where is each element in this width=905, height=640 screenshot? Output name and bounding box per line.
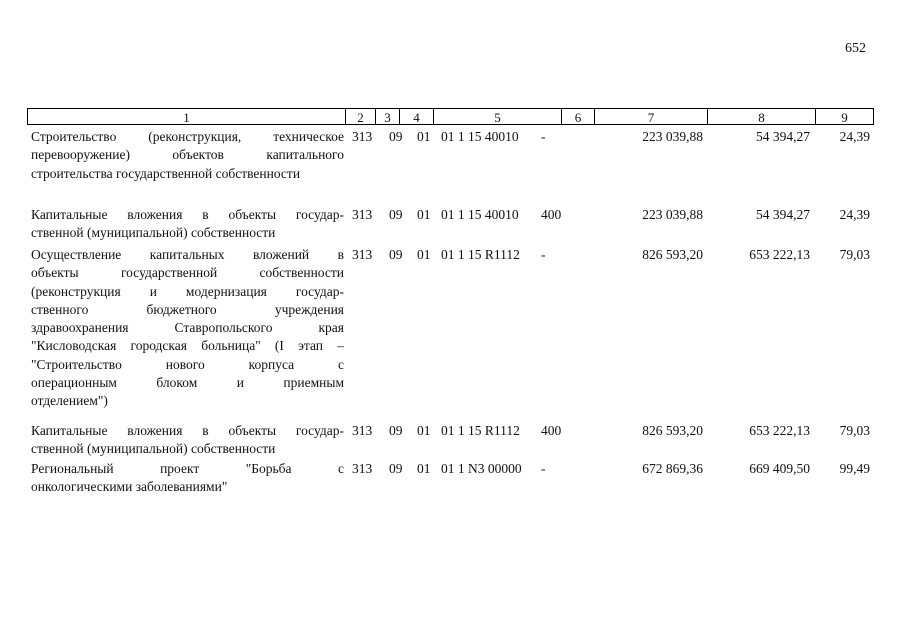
cell-col-5: 01 1 15 40010 <box>441 129 519 144</box>
cell-col-6: - <box>541 129 546 144</box>
row-name-line: "Строительство нового корпуса с <box>31 356 344 372</box>
cell-col-6: - <box>541 461 546 476</box>
cell-col-7: 826 593,20 <box>642 247 703 262</box>
cell-col-8: 653 222,13 <box>749 247 810 262</box>
row-name-line: Строительство (реконструкция, техническое <box>31 129 344 144</box>
header-col-8: 8 <box>708 108 816 125</box>
row-name-line: отделением") <box>31 393 108 409</box>
cell-col-7: 223 039,88 <box>642 129 703 144</box>
cell-col-2: 313 <box>352 247 373 262</box>
cell-col-5: 01 1 N3 00000 <box>441 461 522 476</box>
header-col-1: 1 <box>27 108 346 125</box>
row-name-line: "Кисловодская городская больница" (I этап – <box>31 338 344 354</box>
cell-col-4: 01 <box>417 423 431 438</box>
cell-col-4: 01 <box>417 207 431 222</box>
cell-col-3: 09 <box>389 423 403 438</box>
row-name-line: Капитальные вложения в объекты государ- <box>31 207 344 222</box>
row-name <box>31 246 344 411</box>
cell-col-7: 223 039,88 <box>642 207 703 222</box>
row-name <box>31 206 344 243</box>
row-name <box>31 460 344 497</box>
row-name-line: Осуществление капитальных вложений в <box>31 247 344 262</box>
cell-col-9: 24,39 <box>839 207 870 222</box>
row-name <box>31 128 344 183</box>
cell-col-8: 669 409,50 <box>749 461 810 476</box>
row-name-line: строительства государственной собственности <box>31 165 301 181</box>
cell-col-6: 400 <box>541 423 562 438</box>
cell-col-9: 24,39 <box>839 129 870 144</box>
cell-col-3: 09 <box>389 207 403 222</box>
row-name-line: Капитальные вложения в объекты государ- <box>31 423 344 438</box>
cell-col-2: 313 <box>352 129 373 144</box>
row-name-line: перевооружение) объектов капитального <box>31 147 344 163</box>
cell-col-4: 01 <box>417 129 431 144</box>
cell-col-3: 09 <box>389 461 403 476</box>
cell-col-5: 01 1 15 R1112 <box>441 247 520 262</box>
cell-col-2: 313 <box>352 461 373 476</box>
header-col-2: 2 <box>346 108 376 125</box>
cell-col-3: 09 <box>389 247 403 262</box>
header-col-9: 9 <box>816 108 874 125</box>
row-name-line: ственной (муниципальной) собственности <box>31 225 276 241</box>
header-col-4: 4 <box>400 108 434 125</box>
cell-col-7: 672 869,36 <box>642 461 703 476</box>
row-name-line: здравоохранения Ставропольского края <box>31 320 344 336</box>
row-name <box>31 422 344 459</box>
row-name-line: ственной (муниципальной) собственности <box>31 441 276 457</box>
cell-col-6: - <box>541 247 546 262</box>
row-name-line: объекты государственной собственности <box>31 265 344 281</box>
row-name-line: (реконструкция и модернизация государ- <box>31 283 344 299</box>
row-name-line: операционным блоком и приемным <box>31 375 344 391</box>
row-name-line: ственного бюджетного учреждения <box>31 301 344 317</box>
header-col-6: 6 <box>562 108 595 125</box>
cell-col-6: 400 <box>541 207 562 222</box>
row-name-line: онкологическими заболеваниями" <box>31 479 228 495</box>
cell-col-9: 79,03 <box>839 247 870 262</box>
cell-col-8: 54 394,27 <box>756 207 810 222</box>
header-col-5: 5 <box>434 108 562 125</box>
cell-col-8: 653 222,13 <box>749 423 810 438</box>
header-col-3: 3 <box>376 108 400 125</box>
cell-col-2: 313 <box>352 423 373 438</box>
header-col-7: 7 <box>595 108 708 125</box>
page-number: 652 <box>845 41 866 56</box>
cell-col-9: 79,03 <box>839 423 870 438</box>
cell-col-9: 99,49 <box>839 461 870 476</box>
cell-col-4: 01 <box>417 247 431 262</box>
cell-col-2: 313 <box>352 207 373 222</box>
row-name-line: Региональный проект "Борьба с <box>31 461 344 476</box>
cell-col-5: 01 1 15 R1112 <box>441 423 520 438</box>
cell-col-4: 01 <box>417 461 431 476</box>
cell-col-5: 01 1 15 40010 <box>441 207 519 222</box>
cell-col-8: 54 394,27 <box>756 129 810 144</box>
cell-col-3: 09 <box>389 129 403 144</box>
cell-col-7: 826 593,20 <box>642 423 703 438</box>
